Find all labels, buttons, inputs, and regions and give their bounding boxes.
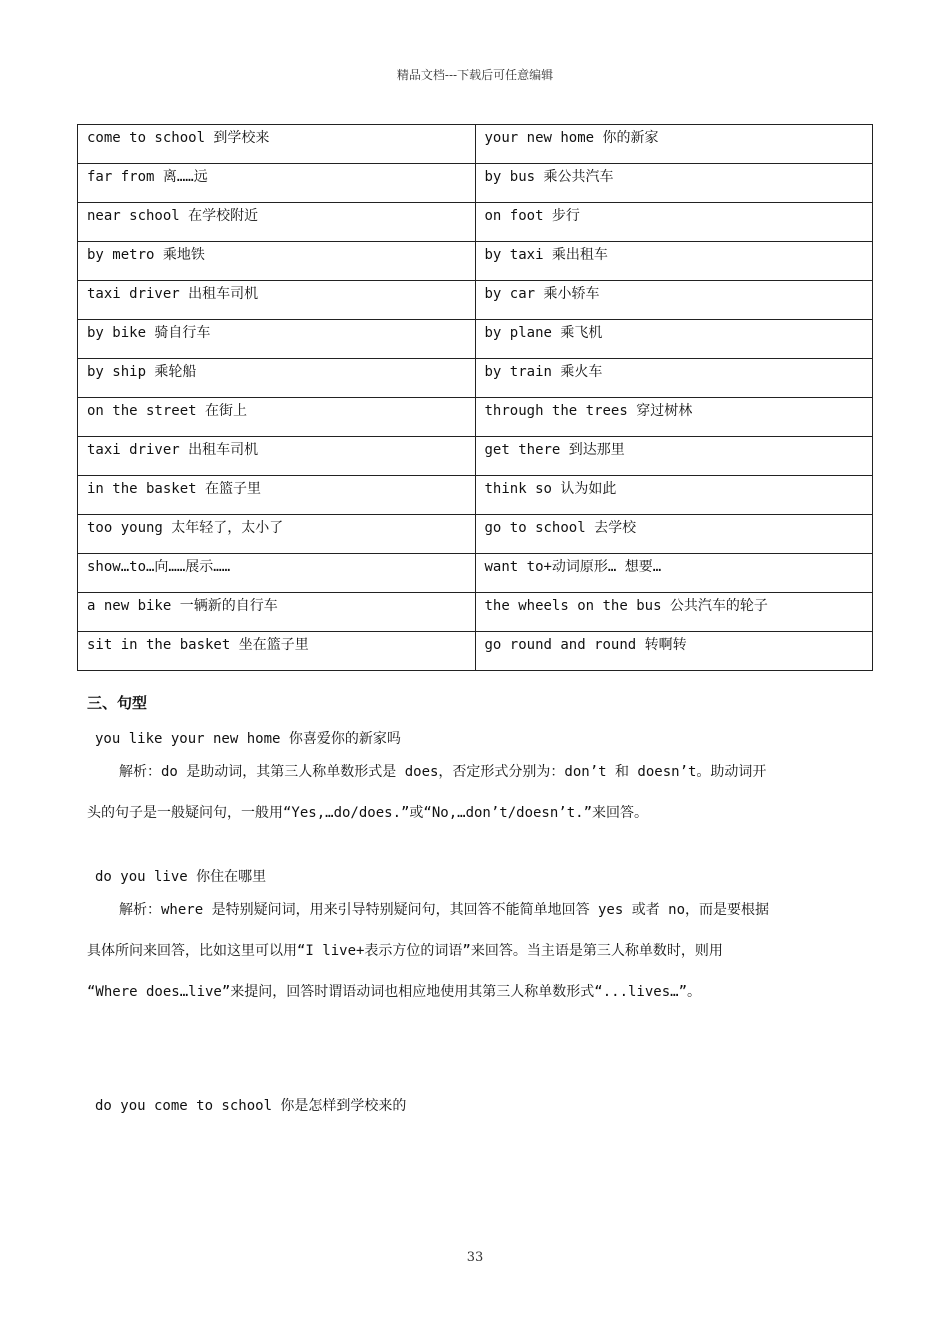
table-cell: by bus 乘公共汽车: [475, 164, 873, 203]
table-row: [78, 593, 873, 632]
table-cell: by ship 乘轮船: [78, 359, 476, 398]
table-cell: your new home 你的新家: [475, 125, 873, 164]
table-cell: taxi driver 出租车司机: [78, 281, 476, 320]
table-cell: a new bike 一辆新的自行车: [78, 593, 476, 632]
table-row: [78, 281, 873, 320]
table-row: [78, 398, 873, 437]
sentence-2: do you live 你住在哪里: [95, 869, 267, 885]
analysis-2-line-3: “Where does…live”来提问，回答时谓语动词也相应地使用其第三人称单数形式“...lives…”。: [87, 984, 702, 1000]
analysis-2-line-2: 具体所问来回答，比如这里可以用“I live+表示方位的词语”来回答。当主语是第三人称单数时，则用: [87, 943, 723, 959]
table-cell: by plane 乘飞机: [475, 320, 873, 359]
analysis-2-line-1: 解析：where 是特别疑问词，用来引导特别疑问句，其回答不能简单地回答 yes 或者 no，而是要根据: [119, 902, 769, 918]
table-cell: come to school 到学校来: [78, 125, 476, 164]
table-cell: go round and round 转啊转: [475, 632, 873, 671]
table-cell: through the trees 穿过树林: [475, 398, 873, 437]
table-row: [78, 242, 873, 281]
page-number: 33: [466, 1250, 484, 1265]
table-cell: the wheels on the bus 公共汽车的轮子: [475, 593, 873, 632]
table-cell: by taxi 乘出租车: [475, 242, 873, 281]
table-row: [78, 320, 873, 359]
table-cell: far from 离……远: [78, 164, 476, 203]
table-cell: in the basket 在篮子里: [78, 476, 476, 515]
table-cell: too young 太年轻了，太小了: [78, 515, 476, 554]
table-cell: near school 在学校附近: [78, 203, 476, 242]
table-row: [78, 125, 873, 164]
table-cell: on foot 步行: [475, 203, 873, 242]
vocabulary-table: [77, 124, 873, 671]
table-cell: taxi driver 出租车司机: [78, 437, 476, 476]
table-cell: sit in the basket 坐在篮子里: [78, 632, 476, 671]
table-row: [78, 203, 873, 242]
table-cell: go to school 去学校: [475, 515, 873, 554]
table-cell: on the street 在街上: [78, 398, 476, 437]
table-row: [78, 515, 873, 554]
table-cell: get there 到达那里: [475, 437, 873, 476]
section-title: 三、句型: [87, 694, 148, 712]
sentence-3: do you come to school 你是怎样到学校来的: [95, 1098, 407, 1114]
table-row: [78, 437, 873, 476]
analysis-1: [87, 752, 867, 834]
table-cell: by car 乘小轿车: [475, 281, 873, 320]
table-cell: by bike 骑自行车: [78, 320, 476, 359]
table-row: [78, 164, 873, 203]
analysis-1-line-2: 头的句子是一般疑问句，一般用“Yes,…do/does.”或“No,…don’t/doesn’t.”来回答。: [87, 805, 649, 821]
table-cell: think so 认为如此: [475, 476, 873, 515]
page-header: 精品文档---下载后可任意编辑: [396, 68, 554, 82]
table-row: [78, 554, 873, 593]
table-row: [78, 359, 873, 398]
table-row: [78, 632, 873, 671]
table-row: [78, 476, 873, 515]
analysis-1-line-1: 解析：do 是助动词，其第三人称单数形式是 does，否定形式分别为：don’t 和 doesn’t。助动词开: [119, 764, 767, 780]
table-cell: show…to…向……展示……: [78, 554, 476, 593]
sentence-1: you like your new home 你喜爱你的新家吗: [95, 731, 401, 747]
analysis-2: [87, 890, 867, 1013]
table-cell: by metro 乘地铁: [78, 242, 476, 281]
table-cell: by train 乘火车: [475, 359, 873, 398]
table-cell: want to+动词原形… 想要…: [475, 554, 873, 593]
